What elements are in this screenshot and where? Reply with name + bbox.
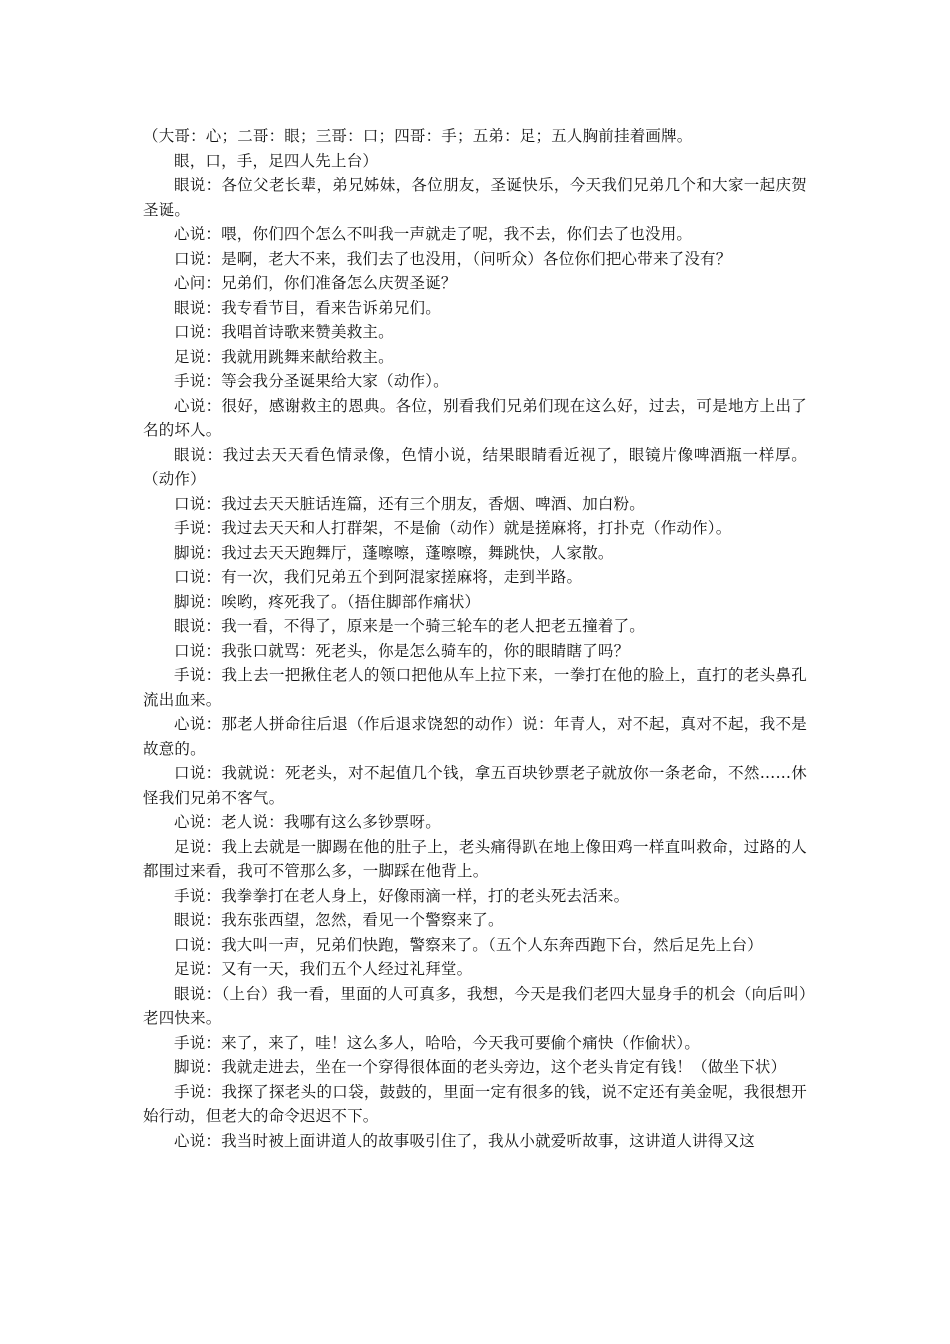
dialogue-line: 口说：有一次，我们兄弟五个到阿混家搓麻将，走到半路。 xyxy=(174,568,583,586)
dialogue-line: 眼说：我一看，不得了，原来是一个骑三轮车的老人把老五撞着了。 xyxy=(174,617,646,635)
dialogue-line: 口说：我过去天天脏话连篇，还有三个朋友，香烟、啤酒、加白粉。 xyxy=(174,494,646,513)
dialogue-line: 眼说：我过去天天看色情录像，色情小说，结果眼睛看近视了，眼镜片像啤酒瓶一样厚。（动作） xyxy=(143,445,807,488)
dialogue-line: 口说：我就说：死老头，对不起值几个钱，拿五百块钞票老子就放你一条老命，不然……休怪我们兄弟不客气。 xyxy=(143,764,807,807)
script-text-body xyxy=(143,124,807,1153)
dialogue-line: 手说：等会我分圣诞果给大家（动作）。 xyxy=(174,372,449,390)
dialogue-line: 手说：我上去一把揪住老人的领口把他从车上拉下来，一拳打在他的脸上，直打的老头鼻孔流出血来。 xyxy=(143,666,807,709)
dialogue-line: 眼说：各位父老长辈，弟兄姊妹，各位朋友，圣诞快乐，今天我们兄弟几个和大家一起庆贺圣诞。 xyxy=(143,176,807,219)
dialogue-line: 心说：喂，你们四个怎么不叫我一声就走了呢，我不去，你们去了也没用。 xyxy=(174,225,693,243)
dialogue-line: 眼说：我东张西望，忽然，看见一个警察来了。 xyxy=(174,911,504,929)
dialogue-line: 足说：我上去就是一脚踢在他的肚子上，老头痛得趴在地上像田鸡一样直叫救命，过路的人都围过来看，我可不管那么多，一脚踩在他背上。 xyxy=(143,837,807,880)
dialogue-line: 心问：兄弟们，你们准备怎么庆贺圣诞？ xyxy=(174,274,457,292)
dialogue-line: 眼说：我专看节目，看来告诉弟兄们。 xyxy=(174,298,441,317)
dialogue-line: 脚说：我过去天天跑舞厅，蓬嚓嚓，蓬嚓嚓，舞跳快，人家散。 xyxy=(174,543,614,562)
dialogue-line: 心说：那老人拼命往后退（作后退求饶恕的动作）说：年青人，对不起，真对不起，我不是故意的。 xyxy=(143,715,807,758)
dialogue-line: 手说：我拳拳打在老人身上，好像雨滴一样，打的老头死去活来。 xyxy=(174,886,630,905)
dialogue-line: 口说：我唱首诗歌来赞美救主。 xyxy=(174,323,394,341)
dialogue-line: 脚说：我就走进去，坐在一个穿得很体面的老头旁边，这个老头肯定有钱！（做坐下状） xyxy=(174,1058,787,1076)
dialogue-line: 脚说：唉哟，疼死我了。（捂住脚部作痛状） xyxy=(174,592,481,611)
dialogue-line: 口说：是啊，老大不来，我们去了也没用，（问听众）各位你们把心带来了没有？ xyxy=(174,249,732,268)
dialogue-line: 手说：我过去天天和人打群架，不是偷（动作）就是搓麻将，打扑克（作动作）。 xyxy=(174,519,732,537)
dialogue-line: 足说：又有一天，我们五个人经过礼拜堂。 xyxy=(174,960,473,978)
dialogue-line: 足说：我就用跳舞来献给救主。 xyxy=(174,347,394,366)
dialogue-line: 心说：老人说：我哪有这么多钞票呀。 xyxy=(174,813,441,831)
stage-direction-cast: （大哥：心；二哥：眼；三哥：口；四哥：手；五弟：足；五人胸前挂着画牌。 xyxy=(143,127,693,145)
dialogue-line: 口说：我张口就骂：死老头，你是怎么骑车的，你的眼睛瞎了吗？ xyxy=(174,641,630,660)
dialogue-line: 手说：来了，来了，哇！这么多人，哈哈，今天我可要偷个痛快（作偷状）。 xyxy=(174,1033,701,1052)
dialogue-line: 心说：很好，感谢救主的恩典。各位，别看我们兄弟们现在这么好，过去，可是地方上出了名的坏人。 xyxy=(143,396,807,439)
dialogue-line: 心说：我当时被上面讲道人的故事吸引住了，我从小就爱听故事，这讲道人讲得又这 xyxy=(174,1131,755,1150)
stage-direction-entry: 眼，口，手，足四人先上台） xyxy=(174,151,379,170)
dialogue-line: 口说：我大叫一声，兄弟们快跑，警察来了。（五个人东奔西跑下台，然后足先上台） xyxy=(174,935,763,954)
dialogue-line: 手说：我探了探老头的口袋，鼓鼓的，里面一定有很多的钱，说不定还有美金呢，我很想开始行动，但老大的命令迟迟不下。 xyxy=(143,1082,807,1125)
dialogue-line: 眼说：（上台）我一看，里面的人可真多，我想，今天是我们老四大显身手的机会（向后叫）老四快来。 xyxy=(143,984,807,1027)
